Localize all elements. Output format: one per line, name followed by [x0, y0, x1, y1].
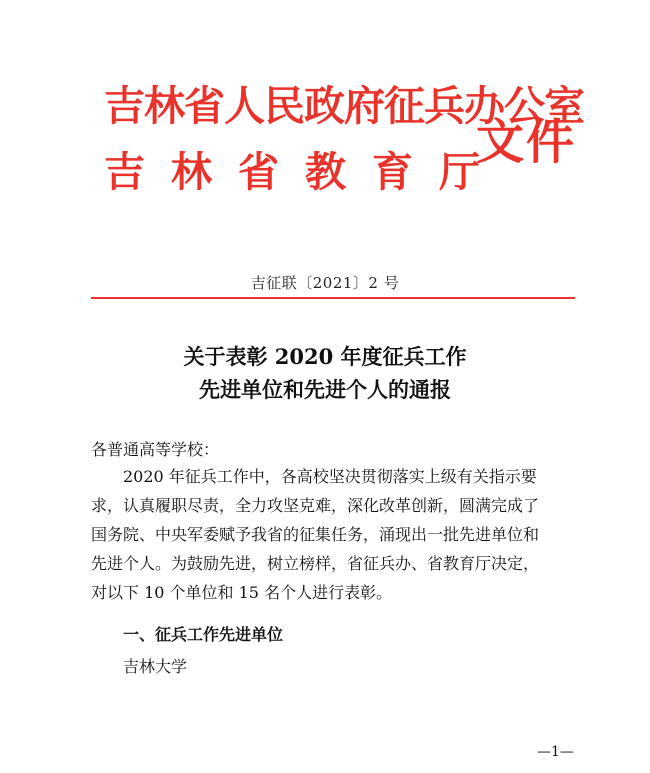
page-number: —1—: [537, 744, 574, 760]
paragraph-line: 求，认真履职尽责，全力攻坚克难，深化改革创新，圆满完成了: [91, 496, 540, 515]
title-line-2: 先进单位和先进个人的通报: [199, 377, 451, 402]
body-paragraph: [91, 462, 581, 607]
paragraph-line: 对以下 10 个单位和 15 名个人进行表彰。: [91, 583, 393, 602]
issuer-line-2: 吉林省教育厅: [104, 148, 506, 196]
section-heading: 一、征兵工作先进单位: [123, 625, 284, 644]
document-type-label: 文件: [476, 114, 577, 170]
salutation: 各普通高等学校：: [91, 440, 220, 459]
paragraph-line: 先进个人。为鼓励先进，树立榜样，省征兵办、省教育厅决定，: [91, 554, 540, 573]
paragraph-line: 2020 年征兵工作中，各高校坚决贯彻落实上级有关指示要: [123, 467, 537, 486]
issuer-line-1: 吉林省人民政府征兵办公室: [104, 82, 584, 130]
red-divider-line: [91, 297, 575, 299]
document-title: [0, 340, 650, 406]
red-letterhead: [104, 82, 584, 216]
paragraph-line: 国务院、中央军委赋予我省的征集任务，涌现出一批先进单位和: [91, 525, 540, 544]
title-line-1: 关于表彰 2020 年度征兵工作: [183, 344, 467, 369]
document-number: 吉征联〔2021〕2 号: [250, 274, 400, 292]
list-item: 吉林大学: [123, 657, 188, 676]
